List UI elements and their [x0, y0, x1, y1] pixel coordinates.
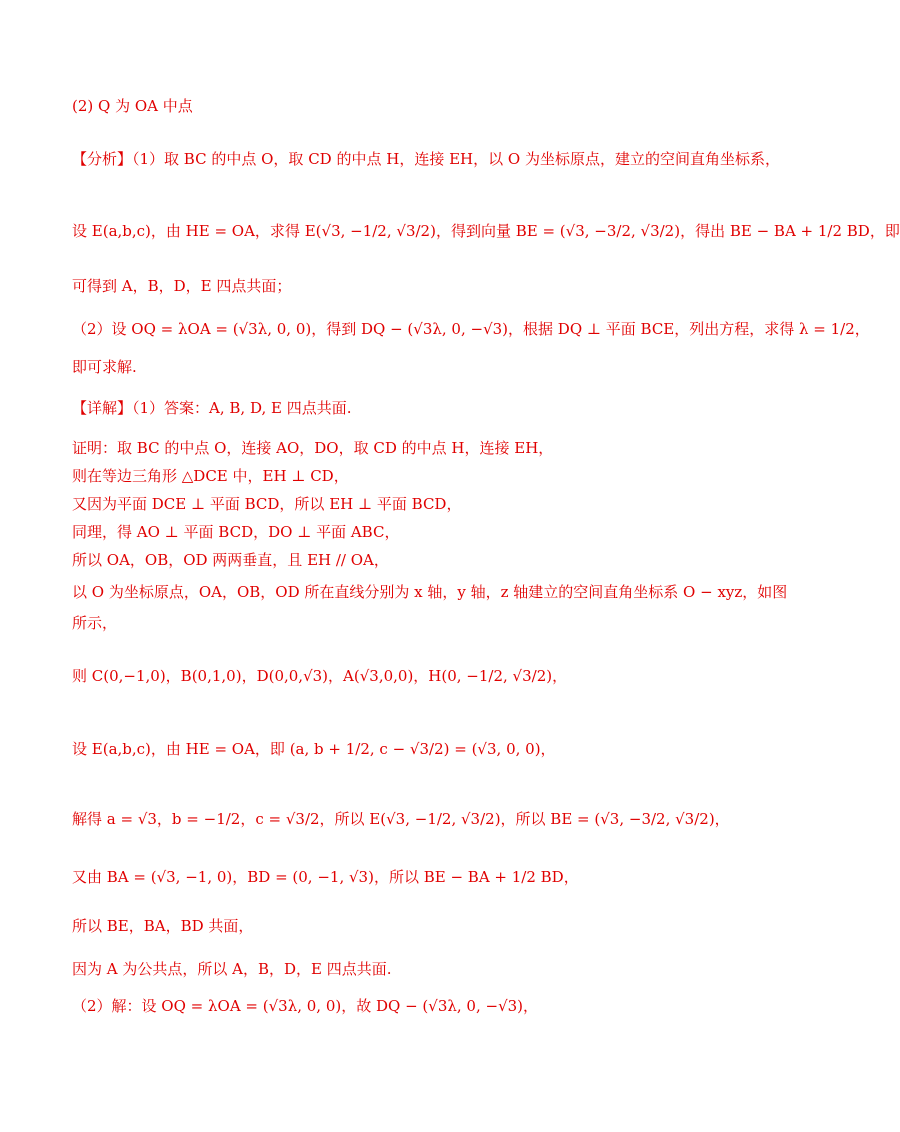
analysis-line-4: （2）设 OQ = λOA = (√3λ, 0, 0)，得到 DQ − (√3λ, 0, −√3)，根据 DQ ⊥ 平面 BCE，列出方程，求得 λ = 1/2， — [72, 320, 870, 338]
vector-equation-line: 设 E(a,b,c)，由 HE = OA，即 (a, b + 1/2, c − √3/2) = (√3, 0, 0)， — [72, 740, 556, 758]
proof-line-4: 同理，得 AO ⊥ 平面 BCD，DO ⊥ 平面 ABC， — [72, 523, 400, 541]
conclusion-line: 因为 A 为公共点，所以 A，B，D，E 四点共面. — [72, 960, 392, 978]
solution-line: 解得 a = √3，b = −1/2，c = √3/2，所以 E(√3, −1/2, √3/2)，所以 BE = (√3, −3/2, √3/2)， — [72, 810, 730, 828]
analysis-line-1: 【分析】（1）取 BC 的中点 O，取 CD 的中点 H，连接 EH，以 O 为坐标原点，建立的空间直角坐标系， — [72, 150, 780, 168]
proof-line-5: 所以 OA，OB，OD 两两垂直，且 EH // OA， — [72, 551, 389, 569]
analysis-line-5: 即可求解. — [72, 358, 137, 376]
proof-line-6: 以 O 为坐标原点，OA，OB，OD 所在直线分别为 x 轴，y 轴，z 轴建立的空间直角坐标系 O − xyz，如图 — [72, 583, 788, 601]
analysis-line-3: 可得到 A，B，D，E 四点共面； — [72, 277, 292, 295]
vector-relation-line: 又由 BA = (√3, −1, 0)，BD = (0, −1, √3)，所以 BE − BA + 1/2 BD， — [72, 868, 579, 886]
proof-line-7: 所示， — [72, 614, 118, 632]
proof-line-2: 则在等边三角形 △DCE 中，EH ⊥ CD， — [72, 467, 349, 485]
coordinates-line: 则 C(0,−1,0)，B(0,1,0)，D(0,0,√3)，A(√3,0,0)，H(0, −1/2, √3/2)， — [72, 667, 568, 685]
coplanar-vectors-line: 所以 BE，BA，BD 共面， — [72, 917, 254, 935]
detail-heading: 【详解】（1）答案：A, B, D, E 四点共面. — [72, 399, 352, 417]
analysis-line-2: 设 E(a,b,c)，由 HE = OA，求得 E(√3, −1/2, √3/2)，得到向量 BE = (√3, −3/2, √3/2)，得出 BE − BA + 1/2 BD，即 — [72, 222, 900, 240]
part2-solution-line: （2）解：设 OQ = λOA = (√3λ, 0, 0)，故 DQ − (√3λ, 0, −√3)， — [72, 997, 539, 1015]
part2-heading: (2) Q 为 OA 中点 — [72, 97, 193, 115]
proof-line-1: 证明：取 BC 的中点 O，连接 AO，DO，取 CD 的中点 H，连接 EH， — [72, 439, 554, 457]
proof-line-3: 又因为平面 DCE ⊥ 平面 BCD，所以 EH ⊥ 平面 BCD， — [72, 495, 462, 513]
